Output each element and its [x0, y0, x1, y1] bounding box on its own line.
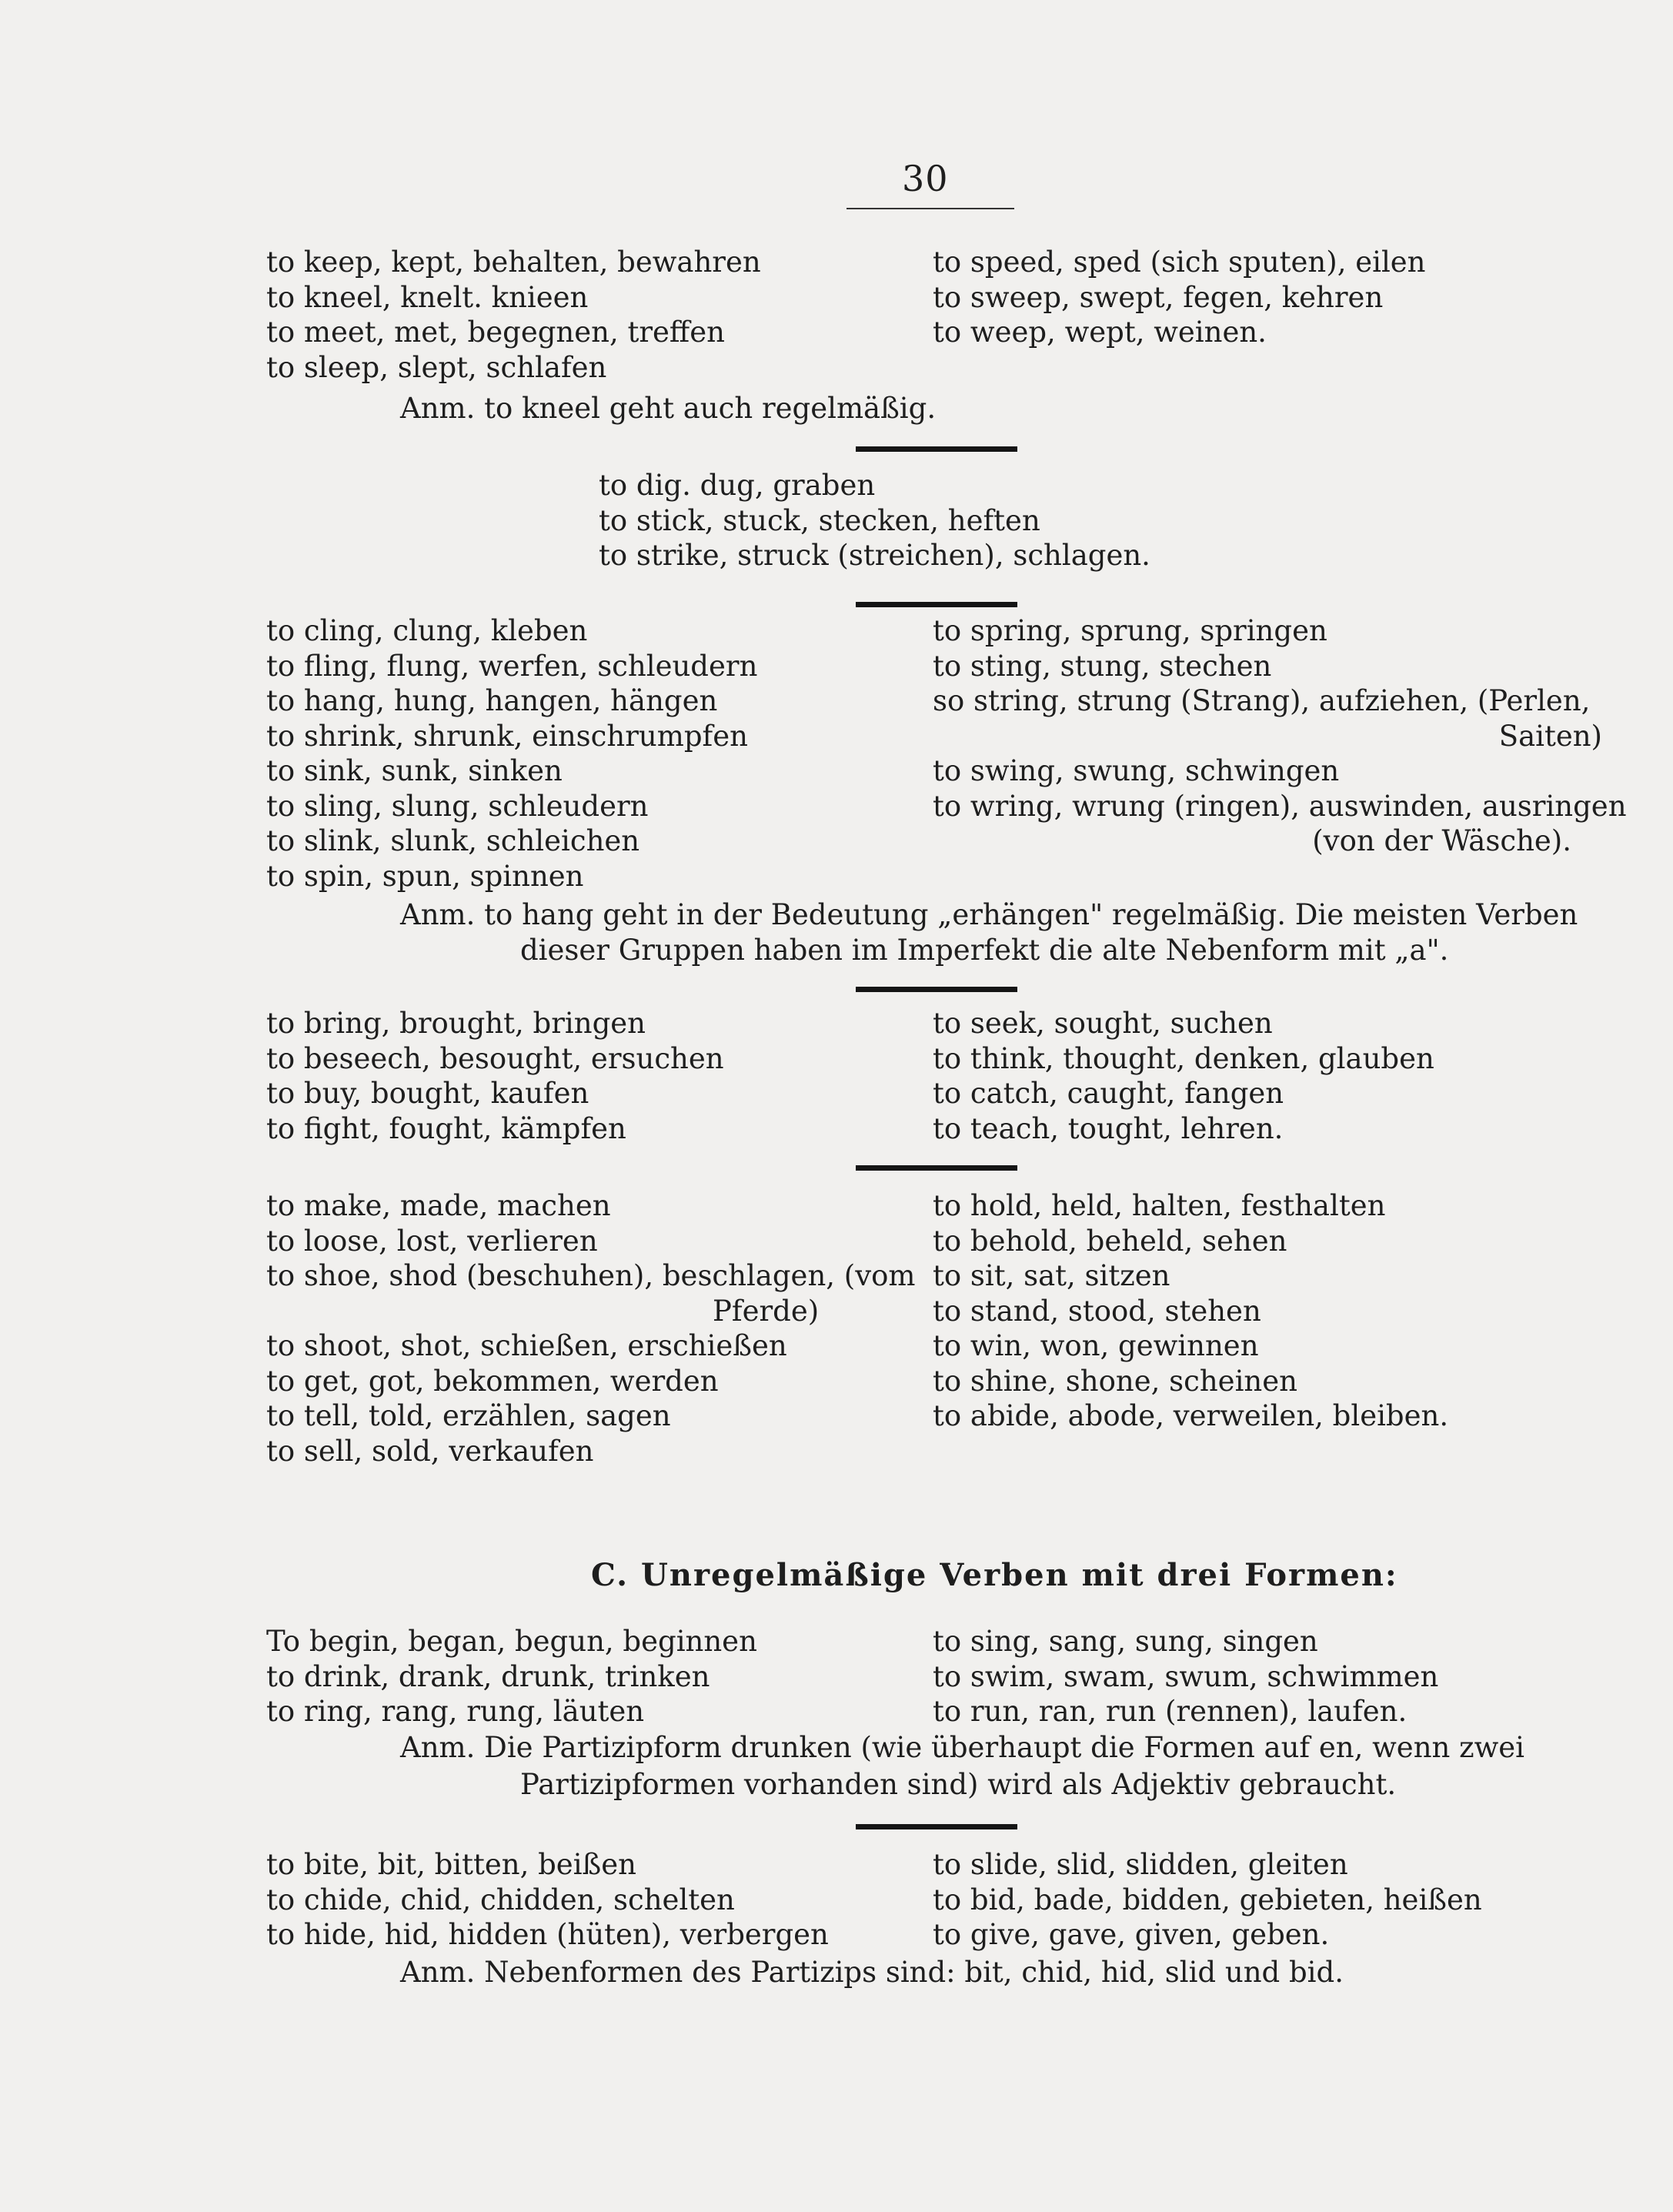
group3-note-line2: dieser Gruppen haben im Imperfekt die alte Nebenform mit „a".	[520, 934, 1449, 967]
verb-entry: to hang, hung, hangen, hängen	[266, 684, 718, 717]
group3-right-column	[933, 613, 1627, 859]
group3-note-line1: Anm. to hang geht in der Bedeutung „erhängen" regelmäßig. Die meisten Verben	[400, 898, 1578, 931]
verb-entry: to beseech, besought, ersuchen	[266, 1041, 724, 1075]
verb-entry: to sting, stung, stechen	[933, 649, 1272, 683]
group6-right-column	[933, 1847, 1482, 1953]
header-rule	[847, 208, 1014, 209]
verb-entry: to chide, chid, chidden, schelten	[266, 1883, 735, 1916]
group1-note: Anm. to kneel geht auch regelmäßig.	[400, 392, 937, 425]
section-divider	[856, 602, 1017, 607]
section-divider	[856, 1824, 1017, 1829]
verb-entry: to loose, lost, verlieren	[266, 1224, 598, 1258]
verb-entry: to swing, swung, schwingen	[933, 754, 1340, 787]
verb-entry: to stand, stood, stehen	[933, 1294, 1261, 1328]
verb-entry-continuation: (von der Wäsche).	[1312, 824, 1571, 857]
verb-entry: to catch, caught, fangen	[933, 1077, 1284, 1110]
section-c-note-line1: Anm. Die Partizipform drunken (wie überhaupt die Formen auf en, wenn zwei	[400, 1731, 1525, 1764]
verb-entry: to cling, clung, kleben	[266, 614, 588, 647]
verb-entry: to shoot, shot, schießen, erschießen	[266, 1329, 787, 1362]
verb-entry: to bite, bit, bitten, beißen	[266, 1848, 636, 1881]
verb-entry: to drink, drank, drunk, trinken	[266, 1659, 710, 1693]
verb-entry: to sleep, slept, schlafen	[266, 350, 607, 384]
verb-entry: to tell, told, erzählen, sagen	[266, 1399, 671, 1432]
verb-entry: to buy, bought, kaufen	[266, 1077, 589, 1110]
verb-entry: to teach, tought, lehren.	[933, 1111, 1284, 1145]
verb-entry: to sell, sold, verkaufen	[266, 1434, 594, 1468]
verb-entry: to run, ran, run (rennen), laufen.	[933, 1695, 1408, 1728]
verb-entry-continuation: Pferde)	[713, 1294, 820, 1328]
verb-entry: to seek, sought, suchen	[933, 1007, 1273, 1040]
group3-left-column	[266, 613, 757, 894]
verb-entry: to hide, hid, hidden (hüten), verbergen	[266, 1918, 829, 1951]
verb-entry: to sling, slung, schleudern	[266, 789, 649, 823]
verb-entry: to make, made, machen	[266, 1189, 611, 1222]
group4-right-column	[933, 1006, 1434, 1146]
verb-entry: to bid, bade, bidden, gebieten, heißen	[933, 1883, 1482, 1916]
verb-entry: to sweep, swept, fegen, kehren	[933, 280, 1384, 314]
verb-entry: To begin, began, begun, beginnen	[266, 1625, 757, 1658]
verb-entry: to stick, stuck, stecken, heften	[599, 503, 1040, 537]
verb-entry: to fling, flung, werfen, schleudern	[266, 649, 758, 683]
section-c-right-column	[933, 1624, 1438, 1729]
verb-entry: to shrink, shrunk, einschrumpfen	[266, 719, 748, 753]
verb-entry: to spin, spun, spinnen	[266, 859, 584, 893]
verb-entry: to ring, rang, rung, läuten	[266, 1695, 645, 1728]
section-divider	[856, 1165, 1017, 1171]
verb-entry: to weep, wept, weinen.	[933, 316, 1267, 349]
verb-entry: to dig. dug, graben	[599, 469, 876, 502]
verb-entry: to slide, slid, slidden, gleiten	[933, 1848, 1348, 1881]
group6-left-column	[266, 1847, 829, 1953]
verb-entry: to kneel, knelt. knieen	[266, 280, 589, 314]
verb-entry: to give, gave, given, geben.	[933, 1918, 1330, 1951]
verb-entry: to sink, sunk, sinken	[266, 754, 563, 787]
page-number: 30	[902, 158, 949, 199]
verb-entry: to bring, brought, bringen	[266, 1007, 646, 1040]
group1-left-column	[266, 245, 761, 385]
verb-entry: to hold, held, halten, festhalten	[933, 1189, 1386, 1222]
verb-entry-continuation: Saiten)	[1498, 719, 1602, 753]
verb-entry: to behold, beheld, sehen	[933, 1224, 1287, 1258]
group5-right-column	[933, 1188, 1448, 1434]
verb-entry: to shoe, shod (beschuhen), beschlagen, (vom	[266, 1259, 916, 1292]
section-c-note-line2: Partizipformen vorhanden sind) wird als Adjektiv gebraucht.	[520, 1768, 1397, 1801]
verb-entry: to shine, shone, scheinen	[933, 1364, 1297, 1398]
group6-note: Anm. Nebenformen des Partizips sind: bit, chid, hid, slid und bid.	[400, 1956, 1344, 1989]
verb-entry: to meet, met, begegnen, treffen	[266, 316, 725, 349]
verb-entry: to keep, kept, behalten, bewahren	[266, 246, 761, 279]
verb-entry: to slink, slunk, schleichen	[266, 824, 640, 857]
verb-entry: to wring, wrung (ringen), auswinden, ausringen	[933, 789, 1627, 823]
group2-column	[599, 468, 1150, 573]
group4-left-column	[266, 1006, 724, 1146]
verb-entry: to fight, fought, kämpfen	[266, 1111, 626, 1145]
verb-entry: to spring, sprung, springen	[933, 614, 1327, 647]
verb-entry: to strike, struck (streichen), schlagen.	[599, 539, 1150, 572]
section-c-left-column	[266, 1624, 757, 1729]
verb-entry: to swim, swam, swum, schwimmen	[933, 1659, 1439, 1693]
verb-entry: to get, got, bekommen, werden	[266, 1364, 719, 1398]
section-divider	[856, 446, 1017, 452]
verb-entry: to speed, sped (sich sputen), eilen	[933, 246, 1426, 279]
section-c-heading: C. Unregelmäßige Verben mit drei Formen:	[591, 1557, 1398, 1593]
verb-entry: to think, thought, denken, glauben	[933, 1041, 1434, 1075]
group5-left-column	[266, 1188, 916, 1469]
verb-entry: so string, strung (Strang), aufziehen, (Perlen,	[933, 684, 1591, 717]
verb-entry: to abide, abode, verweilen, bleiben.	[933, 1399, 1449, 1432]
verb-entry: to sit, sat, sitzen	[933, 1259, 1170, 1292]
verb-entry: to sing, sang, sung, singen	[933, 1625, 1318, 1658]
group1-right-column	[933, 245, 1426, 350]
section-divider	[856, 987, 1017, 992]
verb-entry: to win, won, gewinnen	[933, 1329, 1259, 1362]
